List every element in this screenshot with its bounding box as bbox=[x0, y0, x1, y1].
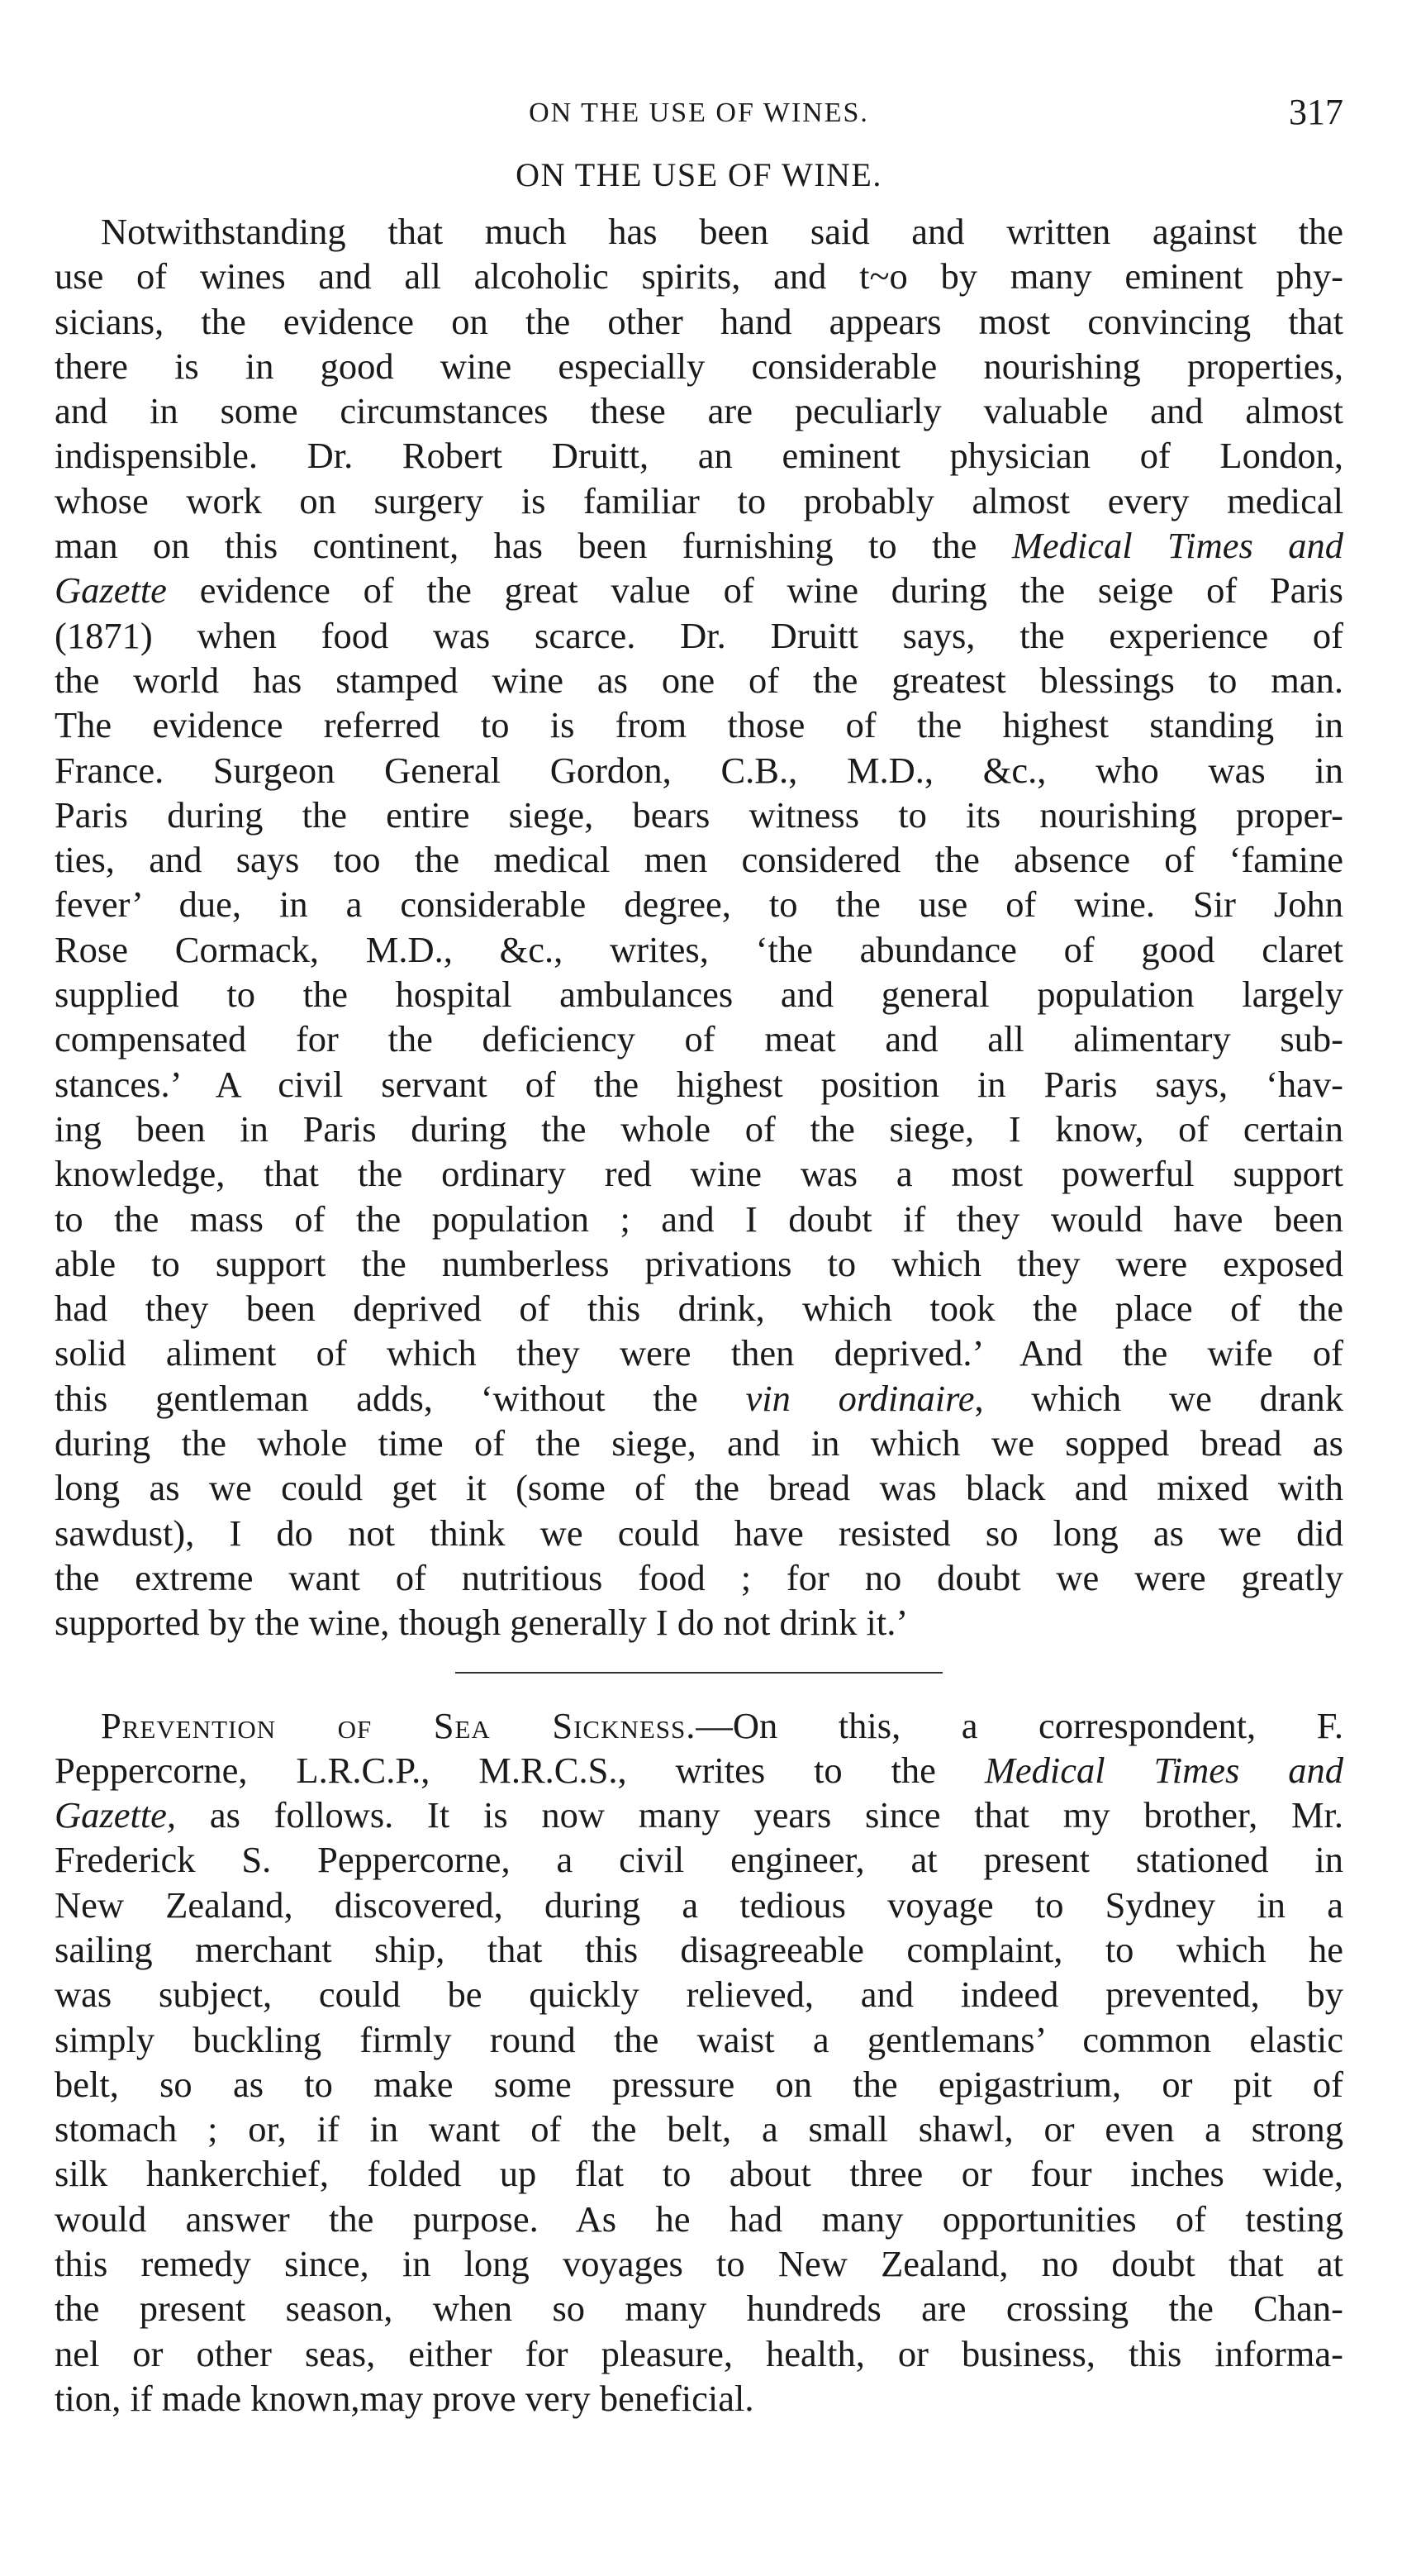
text-line: fever’ due, in a considerable degree, to the use of wine. Sir John bbox=[55, 883, 1343, 926]
text-line: the extreme want of nutritious food ; for no doubt we were greatly bbox=[55, 1556, 1343, 1598]
section-divider bbox=[455, 1672, 943, 1674]
text-line: supplied to the hospital ambulances and general population largely bbox=[55, 974, 1343, 1016]
text-line: ing been in Paris during the whole of the siege, I know, of certain bbox=[55, 1107, 1343, 1150]
text-line: this remedy since, in long voyages to New Zealand, no doubt that at bbox=[55, 2243, 1343, 2285]
text-line: this gentleman adds, ‘without the vin ordinaire, which we drank bbox=[55, 1377, 1343, 1419]
text-line: Rose Cormack, M.D., &c., writes, ‘the abundance of good claret bbox=[55, 928, 1343, 970]
text-line: ties, and says too the medical men considered the absence of ‘famine bbox=[55, 839, 1343, 881]
text-line: sicians, the evidence on the other hand appears most convincing that bbox=[55, 300, 1343, 342]
running-title: ON THE USE OF WINES. bbox=[529, 98, 869, 128]
text-line: Prevention of Sea Sickness.—On this, a correspondent, F. bbox=[101, 1704, 1343, 1746]
text-line: long as we could get it (some of the bread was black and mixed with bbox=[55, 1467, 1343, 1509]
text-line: sawdust), I do not think we could have resisted so long as we did bbox=[55, 1512, 1343, 1554]
text-line: knowledge, that the ordinary red wine was a most powerful support bbox=[55, 1153, 1343, 1195]
text-line: compensated for the deficiency of meat and all alimentary sub- bbox=[55, 1018, 1343, 1060]
text-line: indispensible. Dr. Robert Druitt, an eminent physician of London, bbox=[55, 435, 1343, 477]
text-line: simply buckling firmly round the waist a gentlemans’ common elastic bbox=[55, 2018, 1343, 2060]
text-line: and in some circumstances these are peculiarly valuable and almost bbox=[55, 390, 1343, 432]
text-line: Peppercorne, L.R.C.P., M.R.C.S., writes to the Medical Times and bbox=[55, 1749, 1343, 1791]
text-line: France. Surgeon General Gordon, C.B., M.D., &c., who was in bbox=[55, 749, 1343, 791]
text-line: Paris during the entire siege, bears witness to its nourishing proper- bbox=[55, 793, 1343, 836]
text-line: (1871) when food was scarce. Dr. Druitt says, the experience of bbox=[55, 614, 1343, 656]
text-line: The evidence referred to is from those of the highest standing in bbox=[55, 704, 1343, 746]
text-line: Gazette evidence of the great value of wine during the seige of Paris bbox=[55, 569, 1343, 612]
text-line: the present season, when so many hundreds are crossing the Chan- bbox=[55, 2288, 1343, 2330]
text-line: had they been deprived of this drink, which took the place of the bbox=[55, 1288, 1343, 1330]
text-line: silk hankerchief, folded up flat to about three or four inches wide, bbox=[55, 2153, 1343, 2195]
text-line: there is in good wine especially considerable nourishing properties, bbox=[55, 345, 1343, 387]
text-line: supported by the wine, though generally I do not drink it.’ bbox=[55, 1602, 909, 1644]
text-line: whose work on surgery is familiar to probably almost every medical bbox=[55, 479, 1343, 521]
sea-sickness-article-body bbox=[55, 1703, 1343, 2421]
text-line: Gazette, as follows. It is now many years since that my brother, Mr. bbox=[55, 1794, 1343, 1836]
text-line: Notwithstanding that much has been said and written against the bbox=[101, 211, 1343, 252]
text-line: nel or other seas, either for pleasure, health, or business, this informa- bbox=[55, 2332, 1343, 2374]
text-line: use of wines and all alcoholic spirits, and t~o by many eminent phy- bbox=[55, 255, 1343, 298]
article-title: ON THE USE OF WINE. bbox=[516, 156, 882, 193]
wine-article-body bbox=[55, 209, 1343, 1645]
text-line: man on this continent, has been furnishing to the Medical Times and bbox=[55, 525, 1343, 567]
book-page bbox=[55, 91, 1343, 2421]
text-line: solid aliment of which they were then deprived.’ And the wife of bbox=[55, 1332, 1343, 1374]
running-head bbox=[55, 91, 1343, 140]
text-line: was subject, could be quickly relieved, and indeed prevented, by bbox=[55, 1974, 1343, 2016]
text-line: New Zealand, discovered, during a tedious voyage to Sydney in a bbox=[55, 1883, 1343, 1926]
text-line: to the mass of the population ; and I doubt if they would have been bbox=[55, 1198, 1343, 1240]
text-line: tion, if made known,may prove very beneficial. bbox=[55, 2377, 754, 2419]
text-line: sailing merchant ship, that this disagreeable complaint, to which he bbox=[55, 1928, 1343, 1970]
text-line: belt, so as to make some pressure on the epigastrium, or pit of bbox=[55, 2063, 1343, 2105]
text-line: would answer the purpose. As he had many opportunities of testing bbox=[55, 2197, 1343, 2240]
text-line: stomach ; or, if in want of the belt, a small shawl, or even a strong bbox=[55, 2108, 1343, 2150]
page-number: 317 bbox=[1289, 92, 1343, 132]
text-line: the world has stamped wine as one of the greatest blessings to man. bbox=[55, 659, 1343, 701]
text-line: stances.’ A civil servant of the highest position in Paris says, ‘hav- bbox=[55, 1063, 1343, 1105]
text-line: able to support the numberless privations to which they were exposed bbox=[55, 1242, 1343, 1284]
text-line: during the whole time of the siege, and in which we sopped bread as bbox=[55, 1422, 1343, 1464]
text-line: Frederick S. Peppercorne, a civil engineer, at present stationed in bbox=[55, 1839, 1343, 1881]
